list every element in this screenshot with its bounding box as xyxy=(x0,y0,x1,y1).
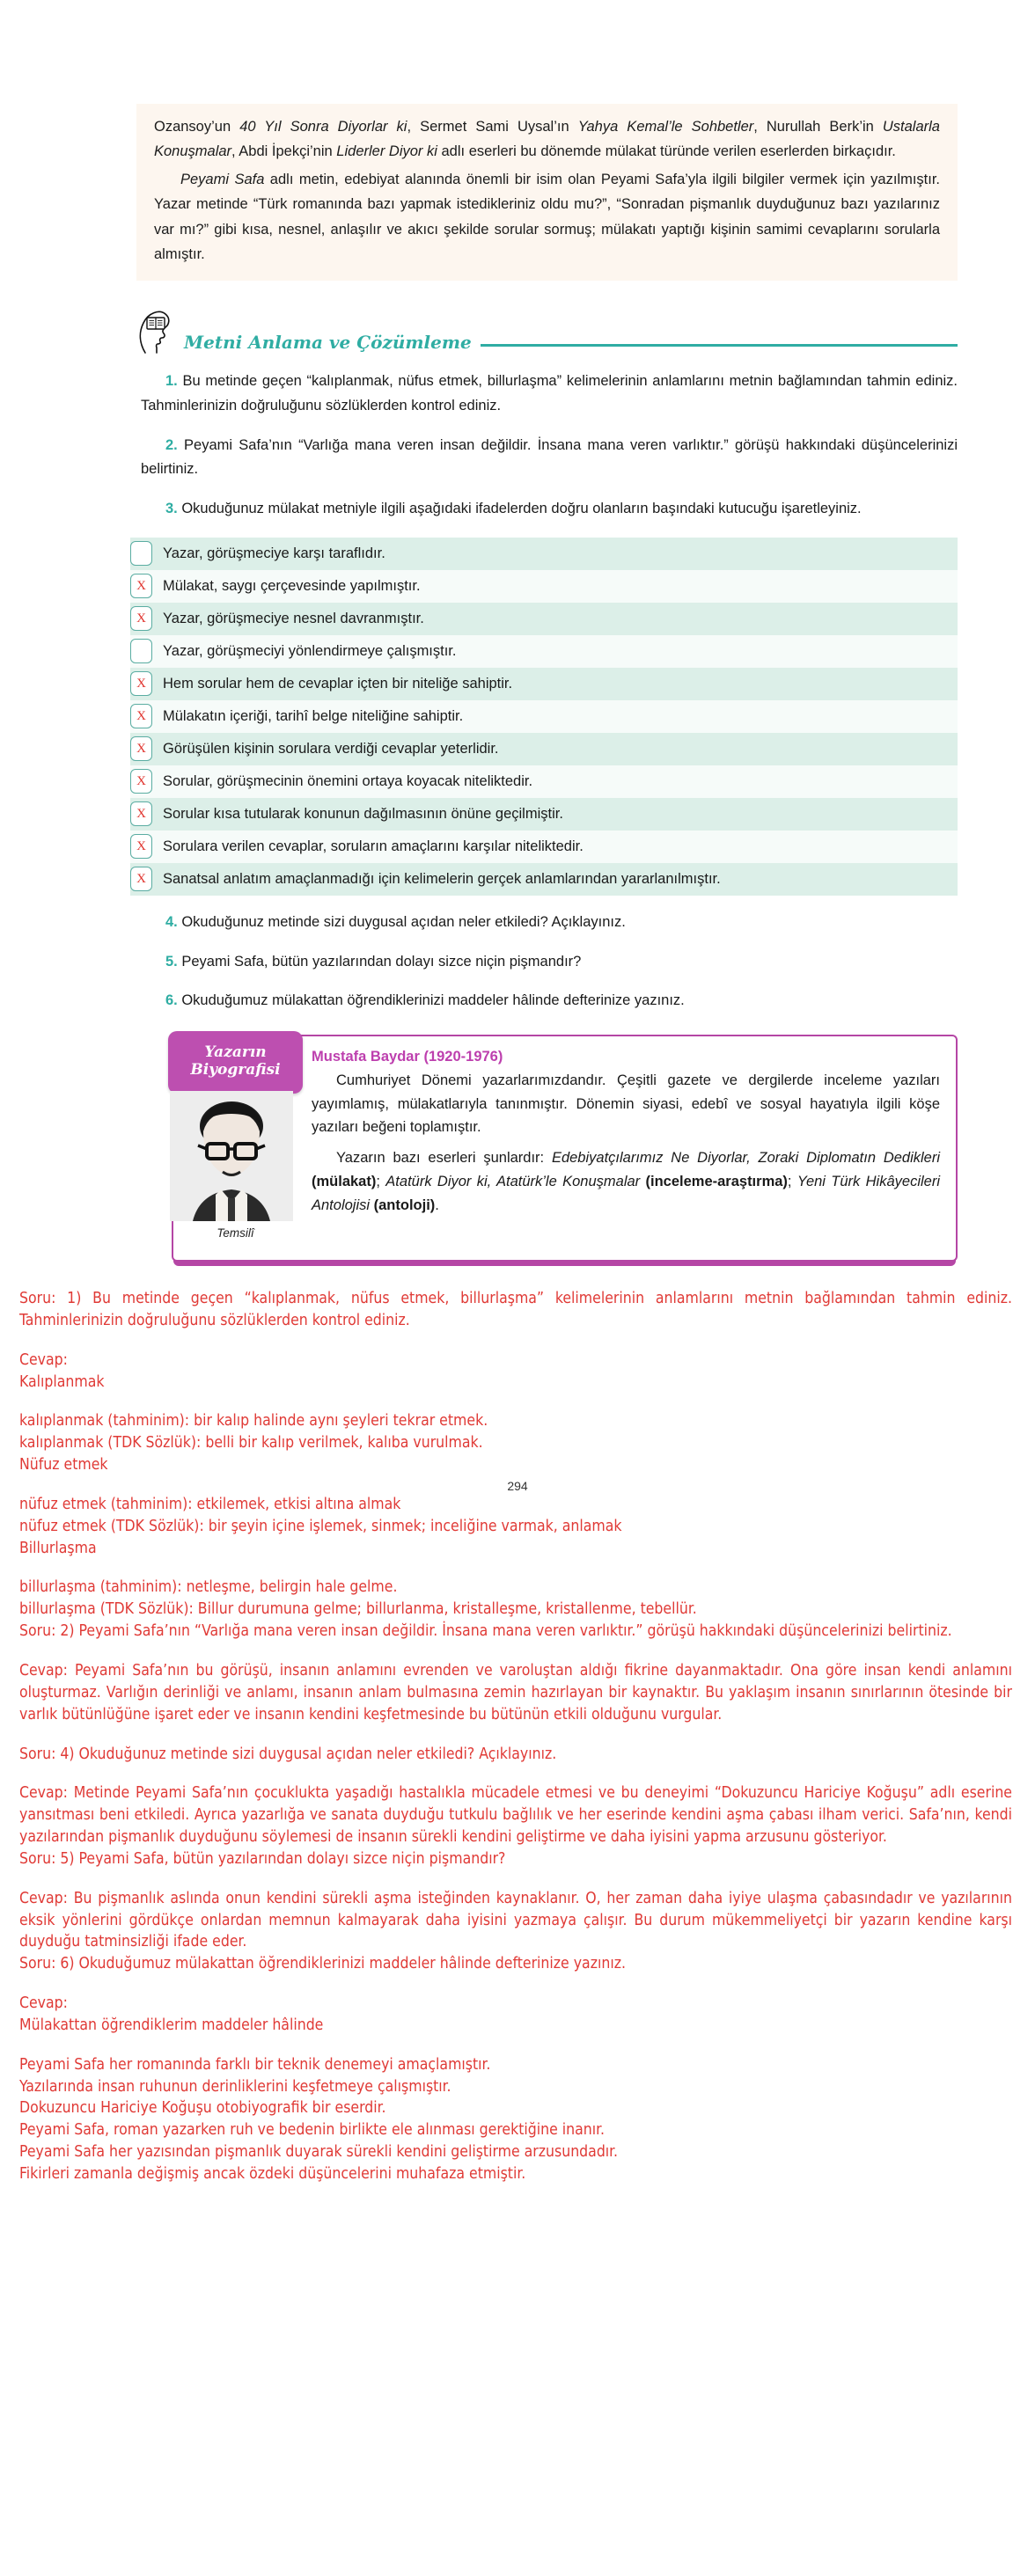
intro-p1-title-1: 40 Yıl Sonra Diyorlar ki xyxy=(239,119,407,135)
section-title: Metni Anlama ve Çözümleme xyxy=(184,332,472,354)
answer-block xyxy=(19,1288,1012,1332)
bio-p2-work-1: Edebiyatçılarımız Ne Diyorlar, Zoraki Diplomatın Dedikleri xyxy=(551,1150,941,1167)
checklist-label: Mülakat, saygı çerçevesinde yapılmıştır. xyxy=(163,577,421,594)
answer-block xyxy=(19,1410,1012,1476)
section-header xyxy=(136,305,958,355)
checklist-row[interactable] xyxy=(130,700,958,733)
answer-line: Soru: 2) Peyami Safa’nın “Varlığa mana veren insan değildir. İnsana mana veren varlıktır.” görüşü hakkındaki düşüncelerinizi belirtiniz. xyxy=(19,1622,952,1641)
checklist-row[interactable] xyxy=(130,765,958,798)
portrait-caption: Temsilî xyxy=(217,1226,254,1240)
answer-line: billurlaşma (TDK Sözlük): Billur durumuna gelme; billurlanma, kristalleşme, kristallenme, tebellür. xyxy=(19,1600,697,1619)
checklist-row[interactable] xyxy=(130,733,958,765)
checkbox-checked[interactable]: X xyxy=(130,736,152,761)
bio-p2-end: . xyxy=(435,1197,439,1213)
head-with-book-icon xyxy=(136,305,177,355)
answer-line: Soru: 6) Okuduğumuz mülakattan öğrendiklerinizi maddeler hâlinde defterinize yazınız. xyxy=(19,1955,626,1973)
answer-block xyxy=(19,1782,1012,1870)
checklist-row[interactable] xyxy=(130,831,958,863)
question-item xyxy=(141,989,958,1014)
checkbox-checked[interactable]: X xyxy=(130,801,152,826)
question-item xyxy=(141,950,958,975)
bio-p2-sep-2: ; xyxy=(787,1173,797,1189)
checkbox-checked[interactable]: X xyxy=(130,769,152,794)
checklist-row[interactable] xyxy=(130,538,958,570)
checkbox-empty[interactable] xyxy=(130,541,152,566)
question-number: 2. xyxy=(165,436,178,453)
answer-line: Mülakattan öğrendiklerim maddeler hâlinde xyxy=(19,2016,324,2034)
answer-line: Cevap: xyxy=(19,1994,68,2013)
questions-list-top xyxy=(0,370,1035,522)
bio-p2-genre-2: (inceleme-araştırma) xyxy=(640,1173,788,1189)
author-biography-card xyxy=(172,1035,958,1262)
answer-line: nüfuz etmek (tahminim): etkilemek, etkisi altına almak xyxy=(19,1495,401,1513)
checklist-label: Görüşülen kişinin sorulara verdiği cevaplar yeterlidir. xyxy=(163,740,499,757)
question-text: Okuduğumuz mülakattan öğrendiklerinizi maddeler hâlinde defterinize yazınız. xyxy=(177,992,685,1009)
question-text: Bu metinde geçen “kalıplanmak, nüfus etmek, billurlaşma” kelimelerinin anlamlarını metnin bağlamından tahmin ediniz. Tahminlerinizin doğruluğunu sözlüklerden kontrol ediniz. xyxy=(141,373,958,413)
checklist-label: Yazar, görüşmeciye karşı taraflıdır. xyxy=(163,545,385,561)
answer-line: Soru: 5) Peyami Safa, bütün yazılarından dolayı sizce niçin pişmandır? xyxy=(19,1849,506,1868)
intro-paragraph-2 xyxy=(154,167,940,267)
checklist-label: Sanatsal anlatım amaçlanmadığı için kelimelerin gerçek anlamlarından yararlanılmıştır. xyxy=(163,870,721,887)
intro-p2-text: adlı metin, edebiyat alanında önemli bir isim olan Peyami Safa’yla ilgili bilgiler vermek için yazılmıştır. Yazar metinde “Türk romanında bazı yapmak istedikleriniz oldu mu?”, “Sonradan pişmanlık duyduğunuz bazı yazılarınız var mı?” gibi kısa, nesnel, anlaşılır ve akıcı şekilde sorular sormuş; mülakatı yaptığı kişinin samimi cevaplarını sorularla almıştır. xyxy=(154,171,941,262)
page-number: 294 xyxy=(507,1479,528,1493)
answer-line: Cevap: xyxy=(19,1350,68,1369)
bio-p2-pre: Yazarın bazı eserleri şunlardır: xyxy=(336,1150,552,1167)
answer-block xyxy=(19,1350,1012,1394)
checklist-row[interactable] xyxy=(130,603,958,635)
intro-p1-end: adlı eserleri bu dönemde mülakat türünde verilen eserlerden birkaçıdır. xyxy=(437,143,896,160)
answer-line: Peyami Safa, roman yazarken ruh ve bedenin birlikte ele alınması gerektiğine inanır. xyxy=(19,2121,606,2140)
bio-p2-work-2: Atatürk Diyor ki, Atatürk’le Konuşmalar xyxy=(385,1173,641,1189)
checklist-label: Mülakatın içeriği, tarihî belge niteliğine sahiptir. xyxy=(163,707,464,724)
biography-badge-line2: Biyografisi xyxy=(190,1061,281,1079)
checkbox-checked[interactable]: X xyxy=(130,867,152,891)
intro-p1-mid-2: , Nurullah Berk’in xyxy=(753,119,883,135)
answer-section xyxy=(0,1288,1035,2229)
biography-text xyxy=(297,1036,956,1260)
question-text: Peyami Safa, bütün yazılarından dolayı sizce niçin pişmandır? xyxy=(177,953,582,970)
checkbox-checked[interactable]: X xyxy=(130,671,152,696)
answer-line: Kalıplanmak xyxy=(19,1372,105,1391)
question-text: Peyami Safa’nın “Varlığa mana veren insan değildir. İnsana mana veren varlıktır.” görüşü hakkındaki düşüncelerinizi belirtiniz. xyxy=(141,436,958,478)
answer-line: nüfuz etmek (TDK Sözlük): bir şeyin içine işlemek, sinmek; inceliğine varmak, anlamak xyxy=(19,1517,622,1535)
answer-block xyxy=(19,1888,1012,1975)
biography-paragraph-1: Cumhuriyet Dönemi yazarlarımızdandır. Çeşitli gazete ve dergilerde inceleme yazıları yayımlamış, mülakatlarıyla tanınmıştır. Dönemin siyasi, edebî ve sosyal hayatıyla ilgili köşe yazıları beğeni toplamıştır. xyxy=(312,1072,940,1136)
question-item xyxy=(141,434,958,482)
intro-p2-title: Peyami Safa xyxy=(180,171,265,187)
author-portrait xyxy=(170,1091,293,1221)
answer-block xyxy=(19,1494,1012,1560)
question-text: Okuduğunuz metinde sizi duygusal açıdan neler etkiledi? Açıklayınız. xyxy=(177,913,626,930)
intro-p1-title-3: Ustalarla Konuşmalar xyxy=(154,119,940,160)
answer-line: Peyami Safa her yazısından pişmanlık duyarak sürekli kendini geliştirme arzusundadır. xyxy=(19,2143,619,2162)
question-number: 6. xyxy=(165,992,178,1009)
answer-line: Billurlaşma xyxy=(19,1539,97,1557)
checkbox-checked[interactable]: X xyxy=(130,834,152,859)
checkbox-checked[interactable]: X xyxy=(130,574,152,598)
question-item xyxy=(141,911,958,935)
answer-block xyxy=(19,1993,1012,2037)
question-number: 1. xyxy=(165,373,178,390)
checkbox-checked[interactable]: X xyxy=(130,606,152,631)
question-number: 4. xyxy=(165,913,178,930)
answer-block xyxy=(19,2054,1012,2185)
question-item xyxy=(141,497,958,522)
answer-line: Soru: 4) Okuduğunuz metinde sizi duygusal açıdan neler etkiledi? Açıklayınız. xyxy=(19,1745,557,1763)
bio-p2-genre-3: (antoloji) xyxy=(370,1197,436,1213)
checkbox-empty[interactable] xyxy=(130,639,152,663)
answer-line: Nüfuz etmek xyxy=(19,1456,108,1475)
question-number: 5. xyxy=(165,953,178,970)
statement-checklist[interactable] xyxy=(130,538,958,896)
checklist-row[interactable] xyxy=(130,798,958,831)
answer-line: Yazılarında insan ruhunun derinliklerini keşfetmeye çalışmıştır. xyxy=(19,2077,451,2096)
checklist-row[interactable] xyxy=(130,668,958,700)
biography-badge-line1: Yazarın xyxy=(204,1043,267,1061)
checkbox-checked[interactable]: X xyxy=(130,704,152,728)
checklist-row[interactable] xyxy=(130,635,958,668)
intro-p1-mid-1: , Sermet Sami Uysal’ın xyxy=(407,119,578,135)
section-divider xyxy=(481,344,958,347)
questions-list-bottom xyxy=(0,911,1035,1014)
intro-p1-pre: Ozansoy’un xyxy=(154,119,240,135)
answer-line: Cevap: Metinde Peyami Safa’nın çocuklukta yaşadığı hastalıkla mücadele etmesi ve bu deneyimi “Dokuzuncu Hariciye Koğuşu” adlı eserine yansıtması beni etkiledi. Ayrıca yazarlığa ve sanata duyduğu tutkulu bağlılık ve her eserinde kendini aşma çabası ilham verici. Safa’nın, kendi yazılarından pişmanlık duyduğunu söylemesi de insanın sürekli kendini geliştirme ve daha iyisini yapma arzusunu gösteriyor. xyxy=(19,1784,1012,1847)
intro-text-box xyxy=(136,104,958,281)
answer-line: Cevap: Bu pişmanlık aslında onun kendini sürekli aşma isteğinden kaynaklanır. O, her zaman daha iyiye ulaşma çabasındadır ve yazılarının eksik yönlerini gördükçe onlardan memnun kalmayarak daha iyisini yazmaya çalışır. Bu durum mükemmeliyetçi bir yazarın kendine karşı duyduğu tatminsizliği ifade eder. xyxy=(19,1889,1012,1951)
checklist-label: Sorular, görüşmecinin önemini ortaya koyacak niteliktedir. xyxy=(163,772,533,789)
checklist-label: Sorular kısa tutularak konunun dağılmasının önüne geçilmiştir. xyxy=(163,805,563,822)
author-name: Mustafa Baydar (1920-1976) xyxy=(312,1049,503,1065)
question-item xyxy=(141,370,958,418)
question-text: Okuduğunuz mülakat metniyle ilgili aşağıdaki ifadelerden doğru olanların başındaki kutucuğu işaretleyiniz. xyxy=(177,501,862,517)
checklist-row[interactable] xyxy=(130,863,958,896)
biography-paragraph-2 xyxy=(312,1146,940,1217)
answer-line: Dokuzuncu Hariciye Koğuşu otobiyografik bir eserdir. xyxy=(19,2099,386,2118)
answer-block xyxy=(19,1660,1012,1726)
biography-badge xyxy=(168,1031,303,1094)
intro-p1-title-2: Yahya Kemal’le Sohbetler xyxy=(577,119,754,135)
answer-block xyxy=(19,1744,1012,1766)
answer-line: Cevap: Peyami Safa’nın bu görüşü, insanın anlamını evrenden ve varoluştan aldığı fikrine dayanmaktadır. Ona göre insan kendi anlamını oluşturmaz. Varlığın derinliği ve anlamı, insanın anlam bulmasına zemin hazırlayan bir kaynaktır. Bu yaklaşım insanın sınırlarının ötesinde bir varlık bütünlüğüne işaret eder ve insanın kendini keşfetmesinde bu bütünün etkili olduğunu vurgular. xyxy=(19,1661,1012,1723)
checklist-label: Yazar, görüşmeciye nesnel davranmıştır. xyxy=(163,610,424,626)
answer-line: kalıplanmak (tahminim): bir kalıp halinde aynı şeyleri tekrar etmek. xyxy=(19,1412,488,1431)
question-number: 3. xyxy=(165,501,178,517)
answer-line: billurlaşma (tahminim): netleşme, belirgin hale gelme. xyxy=(19,1578,398,1597)
checklist-label: Hem sorular hem de cevaplar içten bir niteliğe sahiptir. xyxy=(163,675,513,692)
bio-p2-sep-1: ; xyxy=(376,1173,386,1189)
intro-p1-mid-3: , Abdi İpekçi’nin xyxy=(231,143,337,160)
answer-block xyxy=(19,1577,1012,1643)
answer-line: Fikirleri zamanla değişmiş ancak özdeki düşüncelerini muhafaza etmiştir. xyxy=(19,2165,526,2183)
checklist-row[interactable] xyxy=(130,570,958,603)
answer-line: Peyami Safa her romanında farklı bir teknik denemeyi amaçlamıştır. xyxy=(19,2055,491,2074)
answer-line: kalıplanmak (TDK Sözlük): belli bir kalıp verilmek, kalıba vurulmak. xyxy=(19,1434,483,1453)
checklist-label: Sorulara verilen cevaplar, soruların amaçlarını karşılar niteliktedir. xyxy=(163,838,584,854)
bio-p2-genre-1: (mülakat) xyxy=(312,1173,377,1189)
biography-left-column xyxy=(168,1031,297,1260)
intro-p1-title-4: Liderler Diyor ki xyxy=(336,143,437,160)
bio-p2-work-3: Yeni Türk Hikâyecileri Antolojisi xyxy=(312,1173,940,1213)
intro-paragraph-1 xyxy=(154,114,940,165)
checklist-label: Yazar, görüşmeciyi yönlendirmeye çalışmıştır. xyxy=(163,642,457,659)
answer-line: Soru: 1) Bu metinde geçen “kalıplanmak, nüfus etmek, billurlaşma” kelimelerinin anlamlarını metnin bağlamından tahmin ediniz. Tahminlerinizin doğruluğunu sözlüklerden kontrol ediniz. xyxy=(19,1290,1012,1329)
